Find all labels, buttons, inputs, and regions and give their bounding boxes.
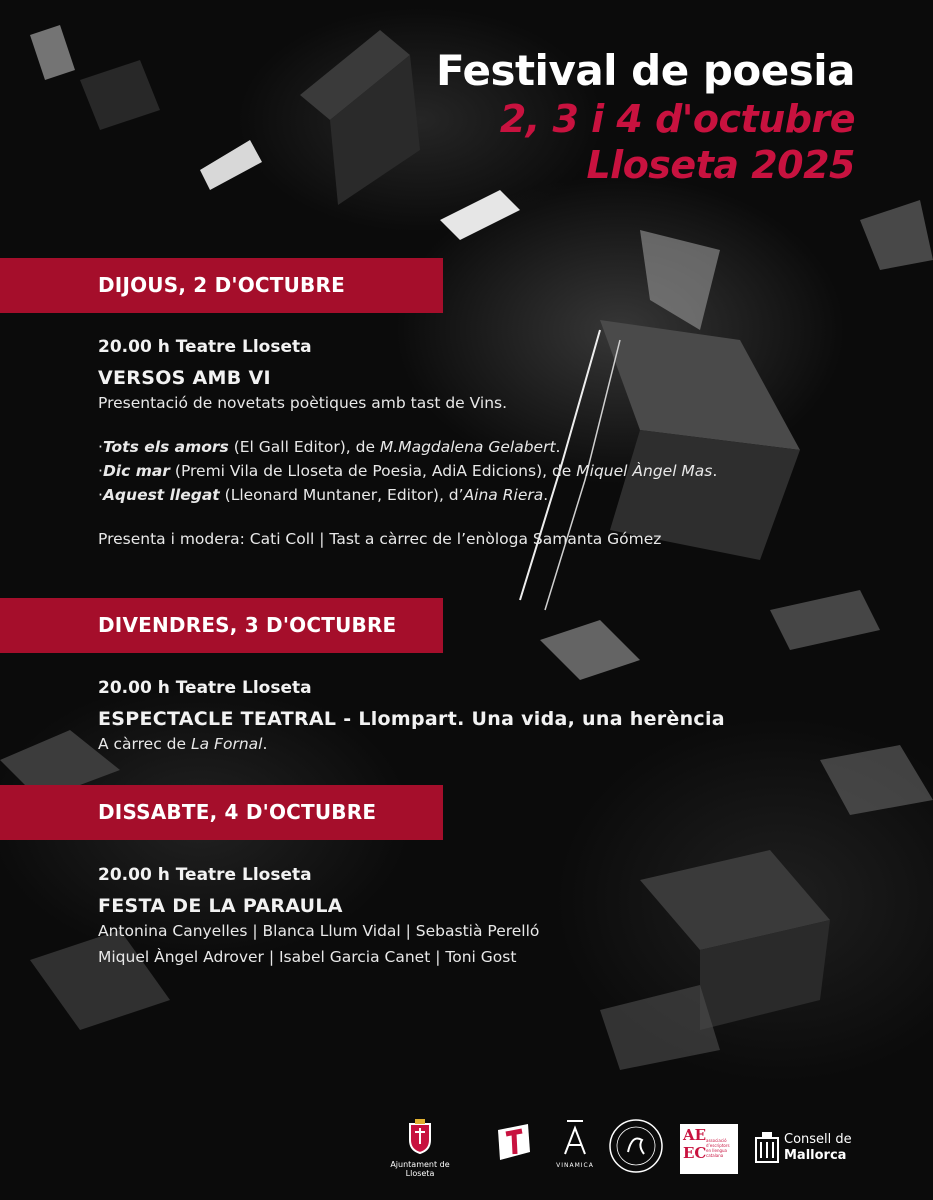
festival-heading — [436, 46, 855, 188]
event-title: VERSOS AMB VI — [98, 367, 271, 389]
ajuntament-lloseta-logo: Ajuntament de Lloseta — [380, 1118, 460, 1178]
day-banner-friday — [0, 598, 443, 653]
festival-title: Festival de poesia — [436, 46, 855, 95]
day-banner-thursday — [0, 258, 443, 313]
event-time-place: 20.00 h Teatre Lloseta — [98, 865, 312, 885]
event-presenter: Presenta i modera: Cati Coll | Tast a càrrec de l’enòloga Samanta Gómez — [98, 530, 662, 548]
event-credit: A càrrec de La Fornal. — [98, 735, 268, 753]
event-title: FESTA DE LA PARAULA — [98, 895, 343, 917]
vinamica-a-icon — [560, 1118, 590, 1158]
day-section-thursday — [98, 336, 717, 551]
event-time-place: 20.00 h Teatre Lloseta — [98, 337, 312, 357]
day-banner-saturday — [0, 785, 443, 840]
book-title: Dic mar — [102, 462, 170, 480]
participants-line: Antonina Canyelles | Blanca Llum Vidal | Sebastià Perelló — [98, 922, 540, 940]
coat-of-arms-icon — [406, 1118, 434, 1154]
book-item: ·Aquest llegat (Lleonard Muntaner, Editor), d’Aina Riera. — [98, 486, 549, 504]
book-author: M.Magdalena Gelabert — [379, 438, 556, 456]
sponsor-logos — [380, 1118, 860, 1182]
aeec-mark-icon: AE EC — [683, 1126, 707, 1162]
tiller-logo — [496, 1122, 532, 1166]
book-title: Tots els amors — [102, 438, 229, 456]
can-comte-logo — [608, 1118, 664, 1178]
can-comte-seal-icon — [608, 1118, 664, 1174]
vinamica-logo: VINAMICA — [550, 1118, 600, 1169]
consell-mallorca-logo: Consell de Mallorca — [754, 1130, 780, 1168]
book-item: ·Tots els amors (El Gall Editor), de M.Magdalena Gelabert. — [98, 438, 561, 456]
book-author: Aina Riera — [463, 486, 544, 504]
event-description: Presentació de novetats poètiques amb tast de Vins. — [98, 394, 508, 412]
book-item: ·Dic mar (Premi Vila de Lloseta de Poesia, AdiA Edicions), de Miquel Àngel Mas. — [98, 462, 718, 480]
event-title: ESPECTACLE TEATRAL - Llompart. Una vida, una herència — [98, 708, 725, 730]
day-label: DISSABTE, 4 D'OCTUBRE — [98, 800, 377, 824]
event-time-place: 20.00 h Teatre Lloseta — [98, 678, 312, 698]
consell-crest-icon — [754, 1130, 780, 1164]
aeec-logo: AE EC associació d’escriptors en llengua catalana — [680, 1124, 738, 1174]
festival-dates: 2, 3 i 4 d'octubre — [499, 97, 855, 141]
festival-place-year: Lloseta 2025 — [586, 143, 855, 187]
participants-line: Miquel Àngel Adrover | Isabel Garcia Canet | Toni Gost — [98, 948, 517, 966]
day-section-saturday — [98, 864, 539, 969]
book-author: Miquel Àngel Mas — [576, 462, 713, 480]
book-title: Aquest llegat — [102, 486, 220, 504]
day-label: DIJOUS, 2 D'OCTUBRE — [98, 273, 345, 297]
day-label: DIVENDRES, 3 D'OCTUBRE — [98, 613, 397, 637]
company-name: La Fornal — [190, 735, 263, 753]
day-section-friday — [98, 677, 725, 756]
book-mark-icon — [496, 1122, 532, 1162]
